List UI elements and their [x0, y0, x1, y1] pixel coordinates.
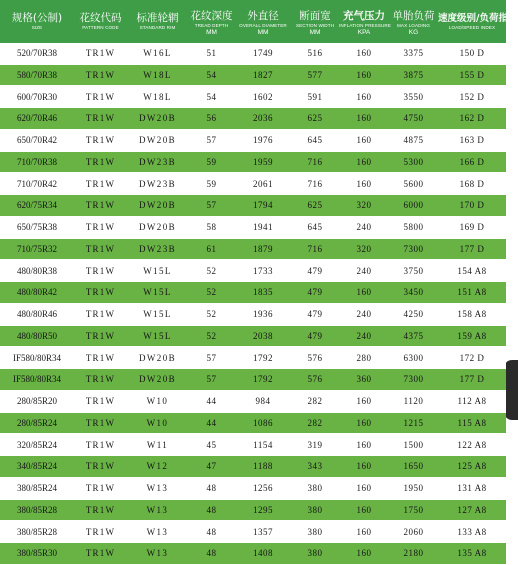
- cell-inflation: 240: [356, 222, 372, 232]
- cell-speed: 115 A8: [457, 417, 487, 428]
- cell-rim: W15L: [143, 309, 172, 319]
- cell-diameter: 1602: [253, 91, 273, 102]
- cell-inflation: 360: [356, 374, 372, 385]
- table-row: [0, 500, 506, 522]
- cell-size: 280/85R20: [16, 396, 57, 406]
- cell-size: 280/85R24: [16, 417, 57, 428]
- cell-speed: 150 D: [459, 48, 485, 58]
- cell-loading: 2060: [403, 526, 424, 537]
- header-tread-cn: 花纹深度: [190, 10, 233, 22]
- cell-section: 716: [307, 243, 323, 254]
- cell-section: 516: [307, 48, 323, 58]
- cell-pattern: TR1W: [85, 178, 116, 189]
- cell-tread: 45: [206, 439, 217, 450]
- cell-section: 716: [307, 156, 323, 167]
- cell-loading: 2180: [403, 548, 424, 559]
- cell-section: 625: [307, 200, 323, 211]
- cell-size: 520/70R38: [16, 48, 57, 58]
- cell-rim: W10: [146, 417, 169, 428]
- cell-rim: W18L: [143, 91, 172, 102]
- cell-pattern: TR1W: [85, 243, 116, 254]
- cell-inflation: 160: [356, 548, 372, 559]
- table-row: [0, 304, 506, 326]
- cell-rim: W15L: [143, 265, 172, 276]
- cell-rim: W11: [146, 439, 169, 450]
- cell-section: 380: [307, 548, 323, 559]
- header-pattern-cn: 花纹代码: [79, 12, 122, 24]
- cell-loading: 3750: [403, 265, 424, 276]
- cell-rim: W13: [146, 548, 169, 559]
- cell-tread: 48: [206, 548, 217, 559]
- header-size: [0, 0, 74, 43]
- cell-tread: 57: [206, 135, 217, 145]
- cell-pattern: TR1W: [85, 222, 116, 232]
- cell-diameter: 1295: [253, 504, 273, 515]
- cell-speed: 127 A8: [457, 504, 487, 515]
- cell-inflation: 160: [356, 483, 372, 493]
- table-row: [0, 326, 506, 348]
- cell-diameter: 2036: [253, 113, 273, 124]
- table-row: [0, 152, 506, 174]
- cell-speed: 158 A8: [457, 309, 487, 319]
- cell-section: 282: [307, 396, 323, 406]
- cell-size: 380/85R24: [16, 483, 57, 493]
- cell-tread: 57: [206, 200, 217, 211]
- cell-pattern: TR1W: [85, 483, 116, 493]
- cell-loading: 6300: [403, 352, 424, 363]
- cell-section: 591: [307, 91, 323, 102]
- cell-tread: 51: [206, 48, 217, 58]
- cell-loading: 3450: [403, 287, 424, 298]
- cell-size: 580/70R38: [16, 69, 57, 80]
- cell-section: 380: [307, 504, 323, 515]
- cell-diameter: 2061: [253, 178, 273, 189]
- cell-section: 645: [307, 135, 323, 145]
- cell-section: 645: [307, 222, 323, 232]
- cell-pattern: TR1W: [85, 156, 116, 167]
- cell-tread: 52: [206, 265, 217, 276]
- cell-loading: 1215: [403, 417, 424, 428]
- cell-section: 716: [307, 178, 323, 189]
- cell-diameter: 1936: [253, 309, 273, 319]
- cell-section: 479: [307, 309, 323, 319]
- cell-tread: 47: [206, 461, 217, 472]
- cell-size: 380/85R28: [16, 504, 57, 515]
- cell-pattern: TR1W: [85, 113, 116, 124]
- table-row: [0, 282, 506, 304]
- cell-loading: 4750: [403, 113, 424, 124]
- cell-inflation: 160: [356, 396, 372, 406]
- cell-inflation: 160: [356, 135, 372, 145]
- cell-speed: 133 A8: [457, 526, 487, 537]
- cell-rim: DW23B: [139, 178, 176, 189]
- table-row: [0, 435, 506, 457]
- table-row: [0, 130, 506, 152]
- cell-rim: W13: [146, 504, 169, 515]
- cell-speed: 170 D: [459, 200, 485, 211]
- cell-section: 576: [307, 352, 323, 363]
- cell-diameter: 1827: [253, 69, 273, 80]
- cell-section: 380: [307, 526, 323, 537]
- cell-rim: DW23B: [139, 243, 176, 254]
- cell-inflation: 280: [356, 352, 372, 363]
- header-tread: [188, 0, 235, 43]
- header-inflation-unit: KPA: [357, 29, 371, 36]
- cell-section: 479: [307, 287, 323, 298]
- cell-tread: 48: [206, 526, 217, 537]
- cell-pattern: TR1W: [85, 91, 116, 102]
- cell-loading: 1750: [403, 504, 424, 515]
- cell-diameter: 1733: [253, 265, 273, 276]
- cell-diameter: 1794: [253, 200, 273, 211]
- cell-tread: 54: [206, 69, 217, 80]
- cell-diameter: 1086: [253, 417, 273, 428]
- cell-tread: 52: [206, 287, 217, 298]
- cell-loading: 3550: [403, 91, 424, 102]
- cell-rim: W13: [146, 483, 169, 493]
- cell-section: 343: [307, 461, 323, 472]
- cell-size: 650/70R42: [16, 135, 57, 145]
- cell-section: 577: [307, 69, 323, 80]
- cell-tread: 44: [206, 417, 217, 428]
- cell-size: 620/75R34: [16, 200, 57, 211]
- cell-rim: DW20B: [139, 135, 176, 145]
- header-diameter-unit: MM: [257, 29, 269, 36]
- cell-size: 600/70R30: [16, 91, 57, 102]
- cell-diameter: 2038: [253, 330, 273, 341]
- cell-diameter: 1959: [253, 156, 273, 167]
- cell-speed: 168 D: [459, 178, 485, 189]
- header-loading-cn: 单胎负荷: [392, 10, 435, 22]
- header-tread-en: TREAD DEPTH: [194, 23, 229, 28]
- cell-section: 576: [307, 374, 323, 385]
- cell-tread: 44: [206, 396, 217, 406]
- cell-diameter: 1976: [253, 135, 273, 145]
- cell-loading: 1650: [403, 461, 424, 472]
- header-diameter-cn: 外直径: [247, 10, 279, 22]
- cell-pattern: TR1W: [85, 526, 116, 537]
- background-decoration: [504, 360, 518, 420]
- cell-pattern: TR1W: [85, 309, 116, 319]
- cell-speed: 122 A8: [457, 439, 487, 450]
- cell-tread: 59: [206, 178, 217, 189]
- cell-size: 480/80R42: [16, 287, 57, 298]
- table-header: [0, 0, 518, 43]
- cell-diameter: 1792: [253, 374, 273, 385]
- cell-speed: 135 A8: [457, 548, 487, 559]
- cell-diameter: 984: [255, 396, 271, 406]
- header-loading: [389, 0, 438, 43]
- cell-rim: W12: [146, 461, 169, 472]
- cell-inflation: 160: [356, 113, 372, 124]
- cell-loading: 4375: [403, 330, 424, 341]
- header-loading-en: MAX LOADING: [396, 23, 430, 28]
- cell-speed: 155 D: [459, 69, 485, 80]
- cell-pattern: TR1W: [85, 396, 116, 406]
- cell-size: 480/80R46: [16, 309, 57, 319]
- cell-pattern: TR1W: [85, 439, 116, 450]
- header-loading-unit: KG: [408, 29, 419, 36]
- cell-rim: W15L: [143, 330, 172, 341]
- header-inflation-en: INFLATION PRESSURE: [339, 23, 391, 28]
- cell-speed: 177 D: [459, 374, 485, 385]
- cell-pattern: TR1W: [85, 69, 116, 80]
- cell-size: 710/70R42: [16, 178, 57, 189]
- cell-rim: DW20B: [139, 200, 176, 211]
- cell-loading: 5600: [403, 178, 424, 189]
- cell-inflation: 240: [356, 265, 372, 276]
- cell-pattern: TR1W: [85, 374, 116, 385]
- cell-diameter: 1792: [253, 352, 273, 363]
- header-inflation-cn: 充气压力: [343, 10, 385, 22]
- cell-diameter: 1408: [253, 548, 273, 559]
- table-row: [0, 195, 506, 217]
- table-row: [0, 456, 506, 478]
- cell-inflation: 160: [356, 91, 372, 102]
- header-speed-en: LOAD/SPEED INDEX: [448, 25, 496, 30]
- cell-size: IF580/80R34: [12, 352, 61, 363]
- cell-loading: 6000: [403, 200, 424, 211]
- table-row: [0, 217, 506, 239]
- header-size-en: SIZE: [31, 25, 43, 30]
- cell-loading: 4250: [403, 309, 424, 319]
- header-size-cn: 规格(公制): [11, 12, 63, 24]
- cell-tread: 52: [206, 330, 217, 341]
- cell-inflation: 160: [356, 526, 372, 537]
- table-row: [0, 391, 506, 413]
- cell-section: 625: [307, 113, 323, 124]
- cell-tread: 48: [206, 504, 217, 515]
- cell-diameter: 1357: [253, 526, 273, 537]
- table-row: [0, 413, 506, 435]
- header-section-unit: MM: [309, 29, 321, 36]
- cell-loading: 4875: [403, 135, 424, 145]
- cell-speed: 172 D: [459, 352, 485, 363]
- cell-section: 282: [307, 417, 323, 428]
- cell-size: 380/85R30: [16, 548, 57, 559]
- header-pattern-en: PATTERN CODE: [82, 25, 119, 30]
- cell-section: 479: [307, 265, 323, 276]
- cell-size: 340/85R24: [16, 461, 57, 472]
- cell-tread: 57: [206, 352, 217, 363]
- table-row: [0, 43, 506, 65]
- table-row: [0, 478, 506, 500]
- cell-rim: DW20B: [139, 352, 176, 363]
- cell-diameter: 1835: [253, 287, 273, 298]
- cell-tread: 52: [206, 309, 217, 319]
- cell-rim: DW20B: [139, 374, 176, 385]
- cell-rim: W15L: [143, 287, 172, 298]
- cell-speed: 159 A8: [457, 330, 487, 341]
- cell-size: 480/80R50: [16, 330, 57, 341]
- header-section-en: SECTION WIDTH: [295, 23, 335, 28]
- cell-loading: 7300: [403, 243, 424, 254]
- cell-inflation: 160: [356, 156, 372, 167]
- cell-tread: 54: [206, 91, 217, 102]
- header-diameter: [235, 0, 291, 43]
- cell-size: IF580/80R34: [12, 374, 61, 385]
- cell-pattern: TR1W: [85, 352, 116, 363]
- cell-pattern: TR1W: [85, 287, 116, 298]
- cell-pattern: TR1W: [85, 330, 116, 341]
- cell-pattern: TR1W: [85, 461, 116, 472]
- cell-section: 319: [307, 439, 323, 450]
- table-row: [0, 369, 506, 391]
- cell-diameter: 1941: [253, 222, 273, 232]
- cell-tread: 48: [206, 483, 217, 493]
- cell-tread: 57: [206, 374, 217, 385]
- table-row: [0, 108, 506, 130]
- cell-inflation: 320: [356, 243, 372, 254]
- table-row: [0, 522, 506, 544]
- cell-tread: 59: [206, 156, 217, 167]
- cell-diameter: 1188: [253, 461, 273, 472]
- cell-inflation: 160: [356, 48, 372, 58]
- cell-loading: 1120: [403, 396, 424, 406]
- cell-pattern: TR1W: [85, 265, 116, 276]
- cell-speed: 131 A8: [457, 483, 487, 493]
- cell-diameter: 1154: [253, 439, 273, 450]
- cell-speed: 125 A8: [457, 461, 487, 472]
- cell-speed: 152 D: [459, 91, 485, 102]
- cell-speed: 169 D: [459, 222, 485, 232]
- cell-inflation: 320: [356, 200, 372, 211]
- cell-tread: 61: [206, 243, 217, 254]
- header-rim-cn: 标准轮辋: [136, 12, 179, 24]
- cell-tread: 58: [206, 222, 217, 232]
- cell-rim: W10: [146, 396, 169, 406]
- table-row: [0, 261, 506, 283]
- cell-section: 380: [307, 483, 323, 493]
- table-row: [0, 65, 506, 87]
- cell-pattern: TR1W: [85, 48, 116, 58]
- cell-loading: 3875: [403, 69, 424, 80]
- cell-loading: 7300: [403, 374, 424, 385]
- cell-diameter: 1879: [253, 243, 273, 254]
- cell-rim: W18L: [143, 69, 172, 80]
- cell-loading: 5300: [403, 156, 424, 167]
- cell-diameter: 1749: [253, 48, 273, 58]
- cell-rim: DW20B: [139, 113, 176, 124]
- cell-inflation: 160: [356, 461, 372, 472]
- cell-speed: 154 A8: [457, 265, 487, 276]
- cell-speed: 112 A8: [457, 396, 487, 406]
- cell-rim: DW23B: [139, 156, 176, 167]
- cell-speed: 163 D: [459, 135, 485, 145]
- cell-section: 479: [307, 330, 323, 341]
- header-inflation: [339, 0, 389, 43]
- cell-speed: 151 A8: [457, 287, 487, 298]
- cell-loading: 1500: [403, 439, 424, 450]
- cell-size: 710/70R38: [16, 156, 57, 167]
- header-diameter-en: OVERALL DIAMETER: [239, 23, 287, 28]
- table-row: [0, 543, 506, 565]
- cell-inflation: 160: [356, 439, 372, 450]
- header-speed: [438, 0, 518, 43]
- header-speed-cn: 速度级别/负荷指数: [438, 13, 518, 24]
- cell-speed: 162 D: [459, 113, 485, 124]
- cell-inflation: 160: [356, 69, 372, 80]
- cell-rim: DW20B: [139, 222, 176, 232]
- cell-size: 480/80R38: [16, 265, 57, 276]
- header-pattern: [74, 0, 127, 43]
- cell-inflation: 240: [356, 330, 372, 341]
- cell-size: 620/70R46: [16, 113, 57, 124]
- cell-inflation: 160: [356, 417, 372, 428]
- cell-speed: 166 D: [459, 156, 485, 167]
- cell-pattern: TR1W: [85, 548, 116, 559]
- cell-pattern: TR1W: [85, 417, 116, 428]
- header-rim: [127, 0, 188, 43]
- cell-speed: 177 D: [459, 243, 485, 254]
- cell-tread: 56: [206, 113, 217, 124]
- cell-size: 380/85R28: [16, 526, 57, 537]
- cell-size: 710/75R32: [16, 243, 57, 254]
- table-row: [0, 348, 506, 370]
- cell-inflation: 160: [356, 287, 372, 298]
- table-row: [0, 174, 506, 196]
- table-row: [0, 239, 506, 261]
- header-tread-unit: MM: [206, 29, 217, 36]
- cell-rim: W13: [146, 526, 169, 537]
- cell-size: 320/85R24: [16, 439, 57, 450]
- cell-size: 650/75R38: [16, 222, 57, 232]
- cell-pattern: TR1W: [85, 135, 116, 145]
- cell-loading: 1950: [403, 483, 424, 493]
- header-rim-en: STANDARD RIM: [139, 25, 176, 30]
- cell-loading: 3375: [403, 48, 424, 58]
- cell-inflation: 240: [356, 309, 372, 319]
- header-section: [291, 0, 339, 43]
- cell-loading: 5800: [403, 222, 424, 232]
- cell-diameter: 1256: [253, 483, 273, 493]
- cell-inflation: 160: [356, 178, 372, 189]
- table-row: [0, 87, 506, 109]
- header-section-cn: 断面宽: [299, 10, 331, 22]
- cell-pattern: TR1W: [85, 504, 116, 515]
- cell-inflation: 160: [356, 504, 372, 515]
- cell-rim: W16L: [143, 48, 172, 58]
- cell-pattern: TR1W: [85, 200, 116, 211]
